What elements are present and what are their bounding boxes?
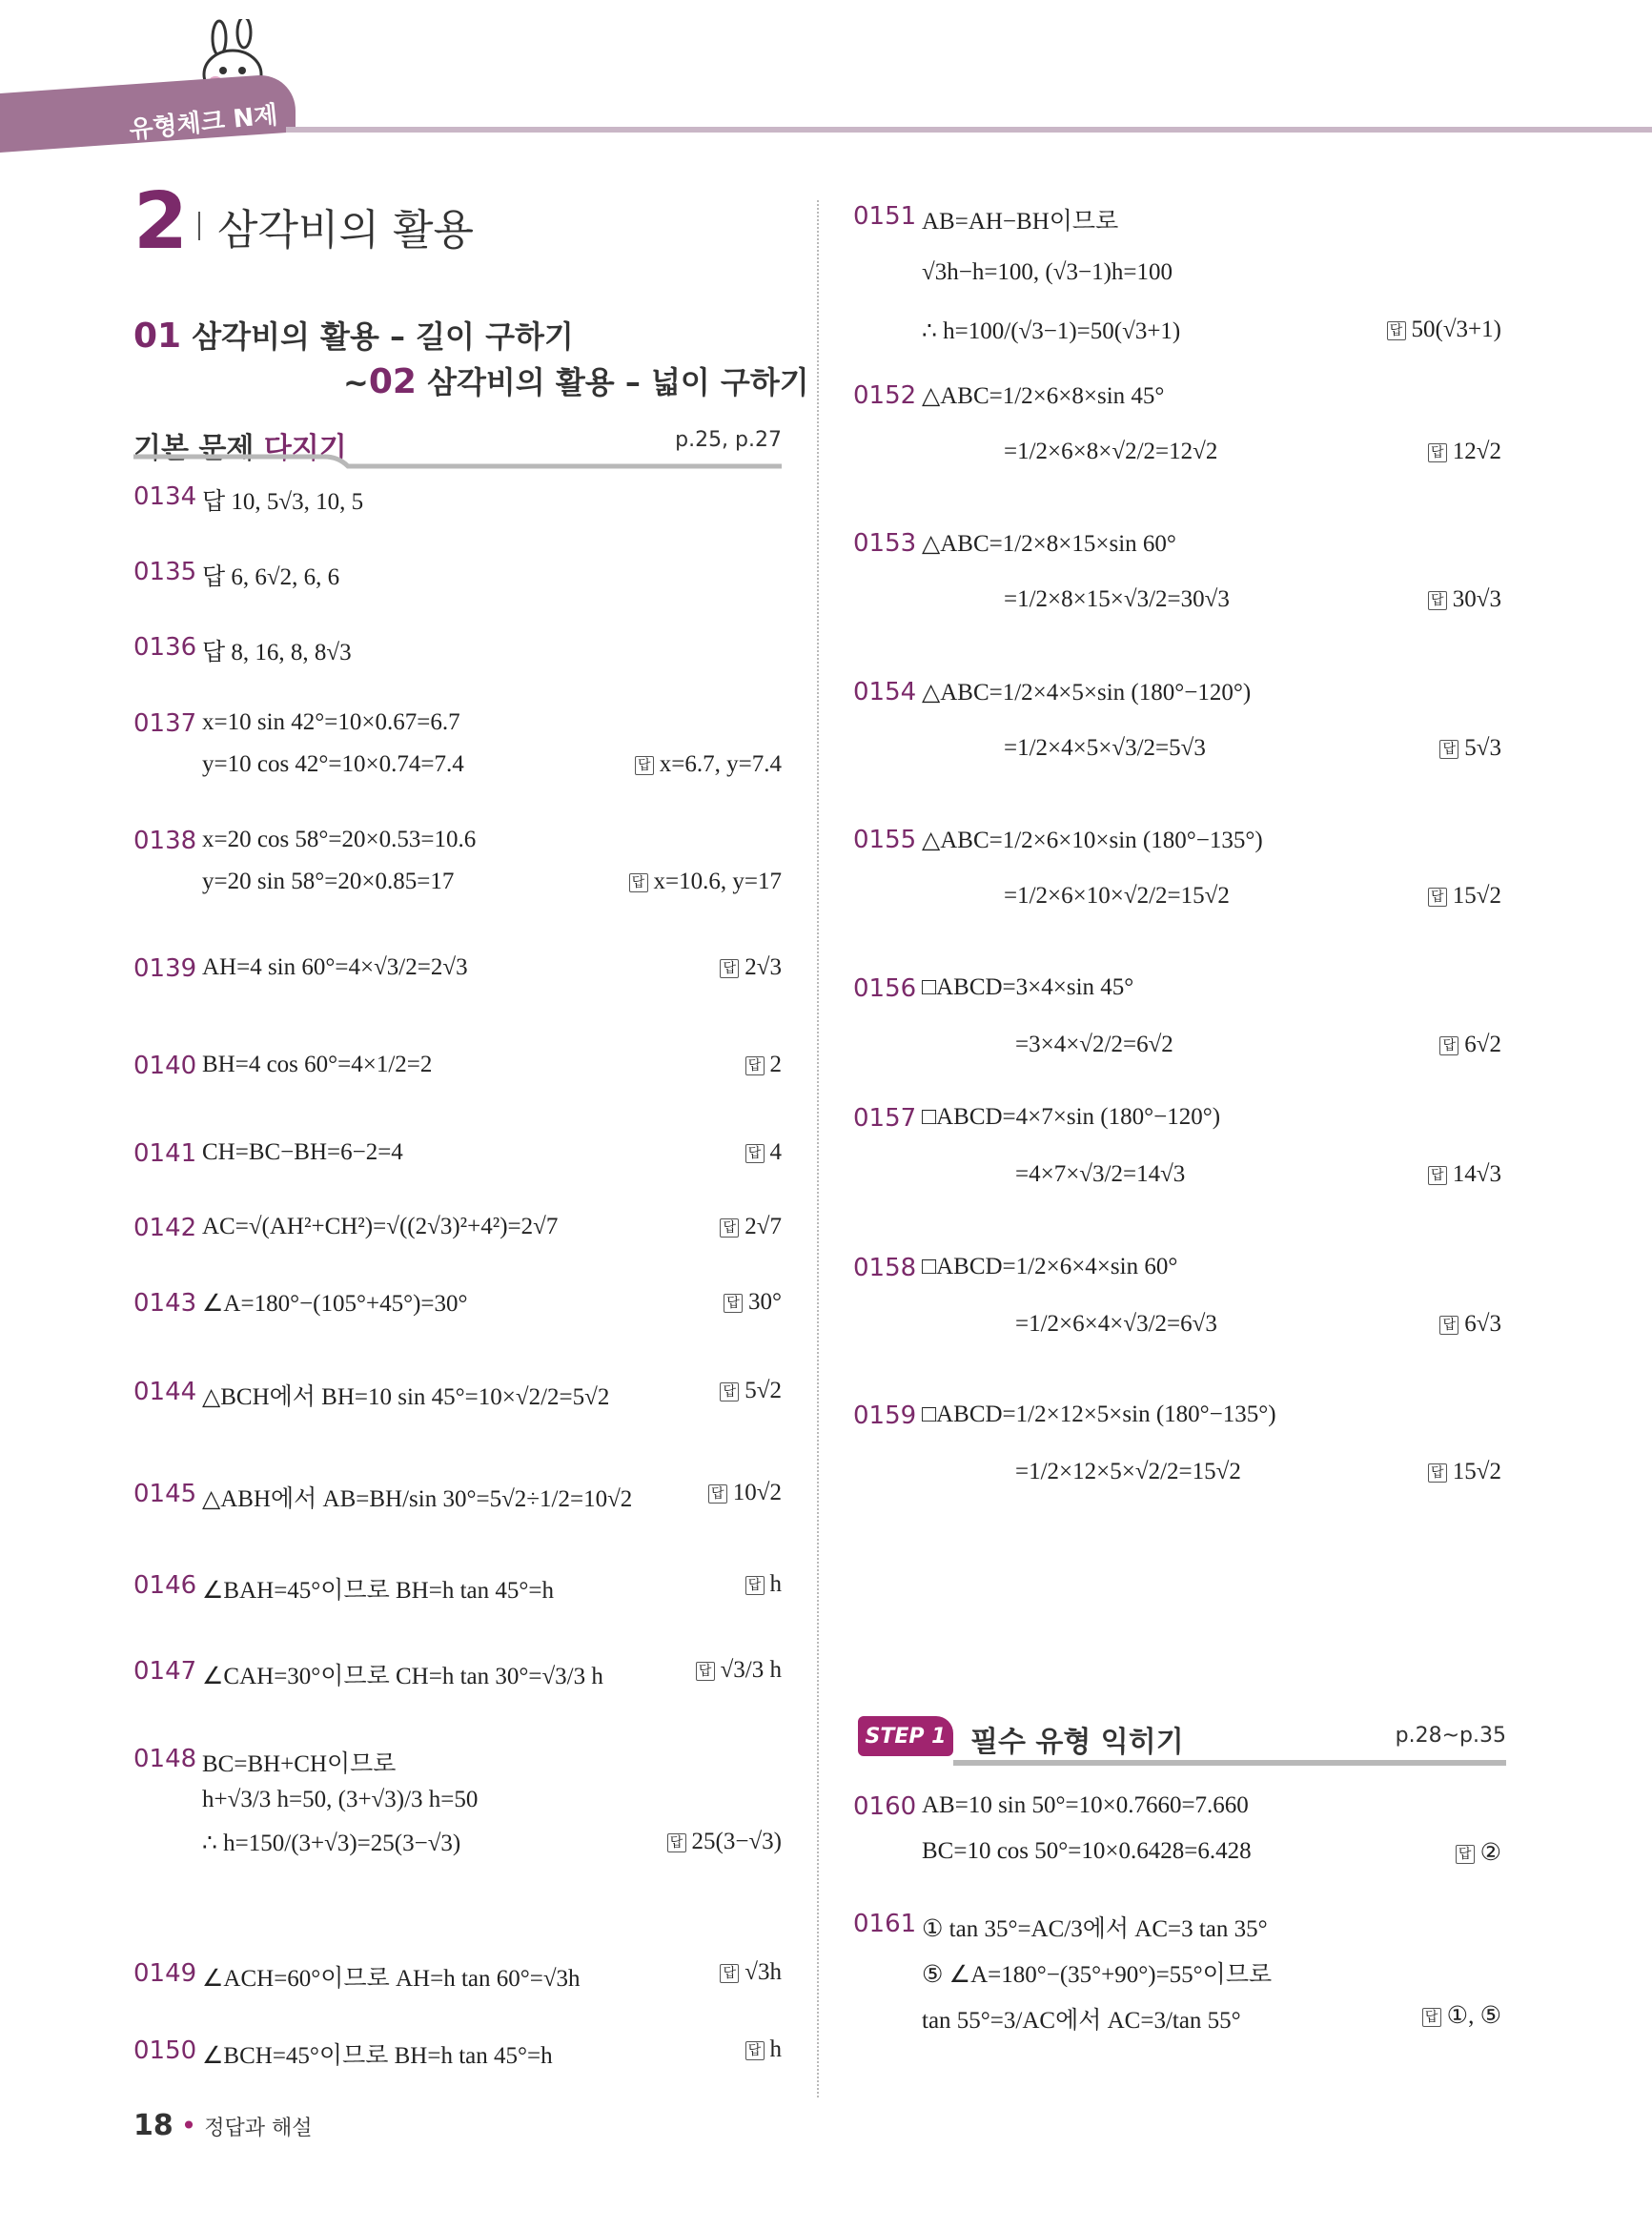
answer xyxy=(1428,1161,1501,1188)
problem-number: 0138 xyxy=(133,827,197,855)
header-badge-label: 유형체크 N제 xyxy=(128,100,279,146)
solution-line: =1/2×12×5×√2/2=15√2 xyxy=(1015,1459,1241,1484)
solution-line: △ABC=1/2×4×5×sin (180°−120°) xyxy=(922,680,1252,706)
solution-line: =1/2×6×10×√2/2=15√2 xyxy=(1004,883,1230,909)
problem-number: 0150 xyxy=(133,2036,197,2065)
solution-line: AB=10 sin 50°=10×0.7660=7.660 xyxy=(922,1792,1249,1818)
problem-0140 xyxy=(133,1052,782,1103)
answer-mark-icon: 답 xyxy=(724,1294,743,1313)
solution-line: 답 6, 6√2, 6, 6 xyxy=(202,564,340,590)
problem-0143 xyxy=(133,1289,782,1340)
solution-line: ∠ACH=60°이므로 AH=h tan 60°=√3h xyxy=(202,1966,581,1992)
answer-value: 30√3 xyxy=(1452,586,1501,612)
solution-line: △ABC=1/2×6×8×sin 45° xyxy=(922,383,1165,409)
answer xyxy=(1422,2001,1501,2030)
problem-0155 xyxy=(853,826,1501,950)
section-range-prefix: ~ xyxy=(343,364,369,400)
problem-0156 xyxy=(853,974,1501,1098)
answer-value: h xyxy=(769,1571,782,1597)
basic-problems-header xyxy=(133,424,782,465)
problem-number: 0141 xyxy=(133,1139,197,1168)
solution-line: =1/2×6×8×√2/2=12√2 xyxy=(1004,439,1218,464)
column-divider xyxy=(817,200,819,2097)
solution-line: □ABCD=1/2×6×4×sin 60° xyxy=(922,1254,1178,1279)
solution-line: □ABCD=3×4×sin 45° xyxy=(922,974,1134,1000)
problem-0152 xyxy=(853,381,1501,505)
section-title-2: 삼각비의 활용 – 넓이 구하기 xyxy=(427,364,809,400)
problem-0139 xyxy=(133,954,782,1006)
answer-value: 15√2 xyxy=(1452,1459,1501,1484)
solution-line: △ABH에서 AB=BH/sin 30°=5√2÷1/2=10√2 xyxy=(202,1486,633,1512)
answer xyxy=(1439,735,1501,762)
answer-value: 6√3 xyxy=(1464,1311,1501,1337)
solution-line: BC=BH+CH이므로 xyxy=(202,1751,397,1777)
problem-0135 xyxy=(133,558,782,609)
solution-line: △BCH에서 BH=10 sin 45°=10×√2/2=5√2 xyxy=(202,1384,610,1410)
answer-mark-icon: 답 xyxy=(720,1382,739,1401)
problem-number: 0156 xyxy=(853,974,917,1003)
solution-line: AH=4 sin 60°=4×√3/2=2√3 xyxy=(202,954,468,980)
problem-0150 xyxy=(133,2036,782,2088)
answer xyxy=(629,869,782,895)
answer-mark-icon: 답 xyxy=(1428,591,1447,610)
answer-value: 4 xyxy=(769,1139,782,1165)
problem-number: 0153 xyxy=(853,529,917,558)
solution-line: △ABC=1/2×8×15×sin 60° xyxy=(922,531,1176,557)
problem-number: 0149 xyxy=(133,1959,197,1988)
problem-0159 xyxy=(853,1401,1501,1525)
basic-title-part-b: 다지기 xyxy=(263,432,347,465)
step1-underline xyxy=(953,1760,1506,1766)
answer-value: ①, ⑤ xyxy=(1446,2003,1501,2029)
problem-number: 0146 xyxy=(133,1571,197,1600)
answer-mark-icon: 답 xyxy=(1439,1036,1458,1055)
answer-mark-icon: 답 xyxy=(1439,740,1458,759)
problem-number: 0161 xyxy=(853,1910,917,1938)
answer-value: 15√2 xyxy=(1452,883,1501,909)
answer-mark-icon: 답 xyxy=(745,2041,765,2060)
problem-number: 0137 xyxy=(133,709,197,738)
problem-number: 0148 xyxy=(133,1745,197,1773)
solution-line: y=10 cos 42°=10×0.74=7.4 xyxy=(202,751,464,777)
answer-value: 5√2 xyxy=(744,1378,782,1403)
section-heading-2 xyxy=(343,358,809,402)
answer xyxy=(720,1378,782,1404)
problem-number: 0143 xyxy=(133,1289,197,1318)
answer xyxy=(1456,1838,1501,1867)
footer-dot-icon: • xyxy=(180,2110,197,2141)
answer-mark-icon: 답 xyxy=(745,1576,765,1595)
solution-line: AC=√(AH²+CH²)=√((2√3)²+4²)=2√7 xyxy=(202,1214,559,1239)
problem-number: 0158 xyxy=(853,1254,917,1282)
solution-line: =1/2×8×15×√3/2=30√3 xyxy=(1004,586,1230,612)
solution-line: ∠BAH=45°이므로 BH=h tan 45°=h xyxy=(202,1578,554,1604)
solution-line: y=20 sin 58°=20×0.85=17 xyxy=(202,869,455,894)
problem-number: 0134 xyxy=(133,482,197,511)
answer-value: √3/3 h xyxy=(720,1657,782,1683)
problem-number: 0152 xyxy=(853,381,917,410)
problem-0153 xyxy=(853,529,1501,653)
answer-value: 50(√3+1) xyxy=(1411,317,1501,342)
step1-page-reference: p.28~p.35 xyxy=(1395,1724,1506,1748)
answer-value: 2 xyxy=(769,1052,782,1077)
problem-0157 xyxy=(853,1104,1501,1228)
problem-0147 xyxy=(133,1657,782,1708)
basic-title-part-a: 기본 문제 xyxy=(133,432,264,465)
header-rule xyxy=(286,127,1652,133)
answer-value: 30° xyxy=(748,1289,782,1315)
problem-number: 0154 xyxy=(853,678,917,706)
answer-mark-icon: 답 xyxy=(629,873,648,892)
chapter-separator xyxy=(198,212,200,240)
solution-line: □ABCD=4×7×sin (180°−120°) xyxy=(922,1104,1221,1130)
problem-number: 0157 xyxy=(853,1104,917,1133)
section-number-1: 01 xyxy=(133,317,182,356)
problem-0145 xyxy=(133,1480,782,1531)
problem-number: 0160 xyxy=(853,1792,917,1821)
solution-line: √3h−h=100, (√3−1)h=100 xyxy=(922,259,1173,285)
answer-value: 25(3−√3) xyxy=(691,1829,782,1854)
answer xyxy=(667,1829,782,1855)
answer xyxy=(1439,1311,1501,1338)
problem-0142 xyxy=(133,1214,782,1265)
problem-0151 xyxy=(853,202,1501,383)
answer-mark-icon: 답 xyxy=(745,1144,765,1163)
answer-value: x=6.7, y=7.4 xyxy=(659,751,782,777)
answer-mark-icon: 답 xyxy=(1428,1166,1447,1185)
solution-line: =1/2×4×5×√3/2=5√3 xyxy=(1004,735,1206,761)
answer-value: 5√3 xyxy=(1464,735,1501,761)
footer-label: 정답과 해설 xyxy=(204,2117,313,2140)
answer xyxy=(724,1289,782,1316)
solution-line: x=20 cos 58°=20×0.53=10.6 xyxy=(202,827,477,852)
solution-line: △ABC=1/2×6×10×sin (180°−135°) xyxy=(922,828,1263,853)
solution-line: ∠BCH=45°이므로 BH=h tan 45°=h xyxy=(202,2043,553,2069)
solution-line: h+√3/3 h=50, (3+√3)/3 h=50 xyxy=(202,1787,479,1812)
problem-0154 xyxy=(853,678,1501,802)
answer-mark-icon: 답 xyxy=(1422,2008,1441,2027)
step1-header xyxy=(858,1708,1506,1766)
basic-header-underline xyxy=(133,453,782,472)
answer xyxy=(1439,1032,1501,1058)
answer xyxy=(720,1214,782,1240)
problem-number: 0151 xyxy=(853,202,917,231)
solution-line: ∠A=180°−(105°+45°)=30° xyxy=(202,1291,468,1317)
step1-title: 필수 유형 익히기 xyxy=(970,1726,1184,1759)
chapter-number: 2 xyxy=(133,176,189,267)
answer-mark-icon: 답 xyxy=(720,1964,739,1983)
solution-line: ∴ h=100/(√3−1)=50(√3+1) xyxy=(922,318,1181,344)
answer xyxy=(1387,317,1501,343)
answer-mark-icon: 답 xyxy=(1428,1463,1447,1483)
problem-number: 0140 xyxy=(133,1052,197,1080)
section-title-1: 삼각비의 활용 – 길이 구하기 xyxy=(192,318,574,355)
section-heading-1 xyxy=(133,313,574,357)
answer-value: 2√3 xyxy=(744,954,782,980)
solution-line: CH=BC−BH=6−2=4 xyxy=(202,1139,403,1165)
problem-number: 0144 xyxy=(133,1378,197,1406)
problem-number: 0147 xyxy=(133,1657,197,1686)
answer-mark-icon: 답 xyxy=(1428,888,1447,907)
solution-line: ∴ h=150/(3+√3)=25(3−√3) xyxy=(202,1831,461,1856)
answer xyxy=(720,1959,782,1986)
answer-value: 6√2 xyxy=(1464,1032,1501,1057)
solution-line: AB=AH−BH이므로 xyxy=(922,209,1119,235)
answer-mark-icon: 답 xyxy=(696,1662,715,1681)
problem-0137 xyxy=(133,709,782,803)
answer xyxy=(745,1052,783,1078)
answer-mark-icon: 답 xyxy=(720,1218,739,1238)
answer-mark-icon: 답 xyxy=(1456,1845,1475,1864)
answer xyxy=(708,1480,782,1506)
solution-line: =4×7×√3/2=14√3 xyxy=(1015,1161,1186,1187)
answer-value: x=10.6, y=17 xyxy=(653,869,782,894)
solution-line: ∠CAH=30°이므로 CH=h tan 30°=√3/3 h xyxy=(202,1664,603,1689)
answer xyxy=(635,751,782,778)
answer-value: ② xyxy=(1479,1840,1501,1866)
answer-mark-icon: 답 xyxy=(1428,443,1447,462)
basic-page-reference: p.25, p.27 xyxy=(675,428,782,452)
page-number: 18 xyxy=(133,2109,173,2142)
problem-0161 xyxy=(853,1910,1501,2056)
problem-0149 xyxy=(133,1959,782,2011)
solution-line: ① tan 35°=AC/3에서 AC=3 tan 35° xyxy=(922,1916,1268,1942)
problem-number: 0145 xyxy=(133,1480,197,1508)
answer xyxy=(745,1571,783,1598)
answer-mark-icon: 답 xyxy=(745,1056,765,1075)
answer xyxy=(696,1657,782,1684)
problem-number: 0136 xyxy=(133,633,197,662)
problem-number: 0159 xyxy=(853,1401,917,1430)
answer-mark-icon: 답 xyxy=(708,1484,727,1504)
problem-0134 xyxy=(133,482,782,534)
section-number-2: 02 xyxy=(368,362,417,401)
answer-value: 2√7 xyxy=(744,1214,782,1239)
solution-line: 답 8, 16, 8, 8√3 xyxy=(202,640,352,665)
answer-value: √3h xyxy=(744,1959,782,1985)
answer xyxy=(745,2036,783,2063)
problem-0146 xyxy=(133,1571,782,1623)
problem-0136 xyxy=(133,633,782,685)
page-footer xyxy=(133,2109,313,2142)
answer-value: 14√3 xyxy=(1452,1161,1501,1187)
problem-0148 xyxy=(133,1745,782,1880)
answer xyxy=(1428,439,1501,465)
step1-badge: STEP 1 xyxy=(858,1716,953,1756)
problem-0141 xyxy=(133,1139,782,1191)
answer xyxy=(1428,883,1501,910)
answer-value: 12√2 xyxy=(1452,439,1501,464)
answer-mark-icon: 답 xyxy=(635,756,654,775)
problem-number: 0142 xyxy=(133,1214,197,1242)
solution-line: BC=10 cos 50°=10×0.6428=6.428 xyxy=(922,1838,1252,1864)
problem-number: 0135 xyxy=(133,558,197,586)
answer xyxy=(720,954,782,981)
problem-0144 xyxy=(133,1378,782,1429)
solution-line: □ABCD=1/2×12×5×sin (180°−135°) xyxy=(922,1401,1276,1427)
problem-0158 xyxy=(853,1254,1501,1378)
problem-number: 0139 xyxy=(133,954,197,983)
solution-line: ⑤ ∠A=180°−(35°+90°)=55°이므로 xyxy=(922,1962,1273,1988)
solution-line: x=10 sin 42°=10×0.67=6.7 xyxy=(202,709,460,735)
solution-line: =1/2×6×4×√3/2=6√3 xyxy=(1015,1311,1217,1337)
solution-line: =3×4×√2/2=6√2 xyxy=(1015,1032,1173,1057)
problem-number: 0155 xyxy=(853,826,917,854)
chapter-title: 삼각비의 활용 xyxy=(217,206,475,255)
answer xyxy=(1428,586,1501,613)
answer-mark-icon: 답 xyxy=(1387,321,1406,340)
answer-mark-icon: 답 xyxy=(720,959,739,978)
solution-line: 답 10, 5√3, 10, 5 xyxy=(202,489,364,515)
answer-value: 10√2 xyxy=(732,1480,782,1505)
answer-mark-icon: 답 xyxy=(1439,1316,1458,1335)
answer-mark-icon: 답 xyxy=(667,1833,686,1852)
solution-line: tan 55°=3/AC에서 AC=3/tan 55° xyxy=(922,2008,1241,2034)
solution-line: BH=4 cos 60°=4×1/2=2 xyxy=(202,1052,433,1077)
answer xyxy=(745,1139,783,1166)
problem-0138 xyxy=(133,827,782,920)
problem-0160 xyxy=(853,1792,1501,1893)
answer xyxy=(1428,1459,1501,1485)
answer-value: h xyxy=(769,2036,782,2062)
